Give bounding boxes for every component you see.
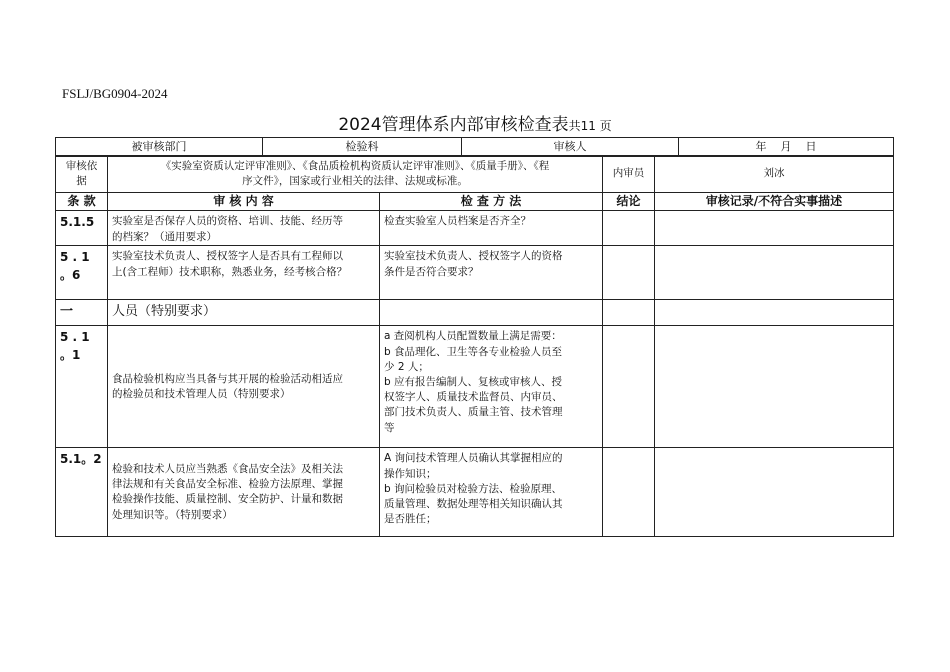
clause-cell: 5 . 1 。1 (56, 326, 108, 448)
page-title (0, 110, 950, 135)
checklist-table (55, 155, 894, 537)
record-cell[interactable] (655, 448, 894, 537)
record-cell[interactable] (655, 300, 894, 326)
conclusion-cell[interactable] (603, 448, 655, 537)
content-cell: 食品检验机构应当具备与其开展的检验活动相适应 的检验员和技术管理人员（特别要求） (108, 326, 380, 448)
content-cell: 实验室技术负责人、授权签字人是否具有工程师以 上(含工程师）技术职称，熟悉业务，经考核合格？ (108, 246, 380, 300)
method-cell: a 查阅机构人员配置数量上满足需要： b 食品理化、卫生等各专业检验人员至 少 2 人； b 应有报告编制人、复核或审核人、授 权签字人、质量技术监督员、内审员、 部门技术负责人、质量主管、技术管理 等 (380, 326, 603, 448)
clause-cell: 5.1。2 (56, 448, 108, 537)
table-row (56, 211, 894, 246)
table-row (56, 246, 894, 300)
method-cell: A 询问技术管理人员确认其掌握相应的 操作知识； b 询问检验员对检验方法、检验原理、 质量管理、数据处理等相关知识确认其 是否胜任； (380, 448, 603, 537)
content-cell: 检验和技术人员应当熟悉《食品安全法》及相关法 律法规和有关食品安全标准、检验方法原理、掌握 检验操作技能、质量控制、安全防护、计量和数据 处理知识等。（特别要求） (108, 448, 380, 537)
record-cell[interactable] (655, 211, 894, 246)
header-method: 检 查 方 法 (380, 193, 603, 211)
dept-value: 检验科 (263, 138, 462, 157)
internal-auditor-value: 刘冰 (655, 156, 894, 193)
page-count: 共11 页 (568, 119, 612, 133)
basis-text: 《实验室资质认定评审准则》、《食品质检机构资质认定评审准则》、《质量手册》、《程 序文件》，国家或行业相关的法律、法规或标准。 (108, 156, 603, 193)
conclusion-cell[interactable] (603, 211, 655, 246)
document-number: FSLJ/BG0904-2024 (62, 86, 168, 101)
section-title: 人员（特别要求） (108, 300, 380, 326)
dept-label: 被审核部门 (56, 138, 263, 157)
conclusion-cell[interactable] (603, 300, 655, 326)
clause-cell: 5 . 1 。6 (56, 246, 108, 300)
table-row (56, 448, 894, 537)
title-text: 2024管理体系内部审核检查表 (338, 115, 569, 135)
section-row (56, 300, 894, 326)
record-cell[interactable] (655, 326, 894, 448)
record-cell[interactable] (655, 246, 894, 300)
section-number: 一 (56, 300, 108, 326)
table-row (56, 326, 894, 448)
date-field: 年 月 日 (679, 138, 894, 157)
conclusion-cell[interactable] (603, 326, 655, 448)
conclusion-cell[interactable] (603, 246, 655, 300)
header-content: 审 核 内 容 (108, 193, 380, 211)
header-row (56, 193, 894, 211)
header-record: 审核记录/不符合实事描述 (655, 193, 894, 211)
basis-label: 审核依 据 (56, 156, 108, 193)
content-cell: 实验室是否保存人员的资格、培训、技能、经历等 的档案？（通用要求） (108, 211, 380, 246)
method-cell: 实验室技术负责人、授权签字人的资格 条件是否符合要求？ (380, 246, 603, 300)
clause-cell: 5.1.5 (56, 211, 108, 246)
header-conclusion: 结论 (603, 193, 655, 211)
header-clause: 条 款 (56, 193, 108, 211)
internal-auditor-label: 内审员 (603, 156, 655, 193)
method-cell: 检查实验室人员档案是否齐全？ (380, 211, 603, 246)
basis-row (56, 156, 894, 193)
audit-info-table (55, 137, 894, 157)
auditor-label: 审核人 (462, 138, 679, 157)
